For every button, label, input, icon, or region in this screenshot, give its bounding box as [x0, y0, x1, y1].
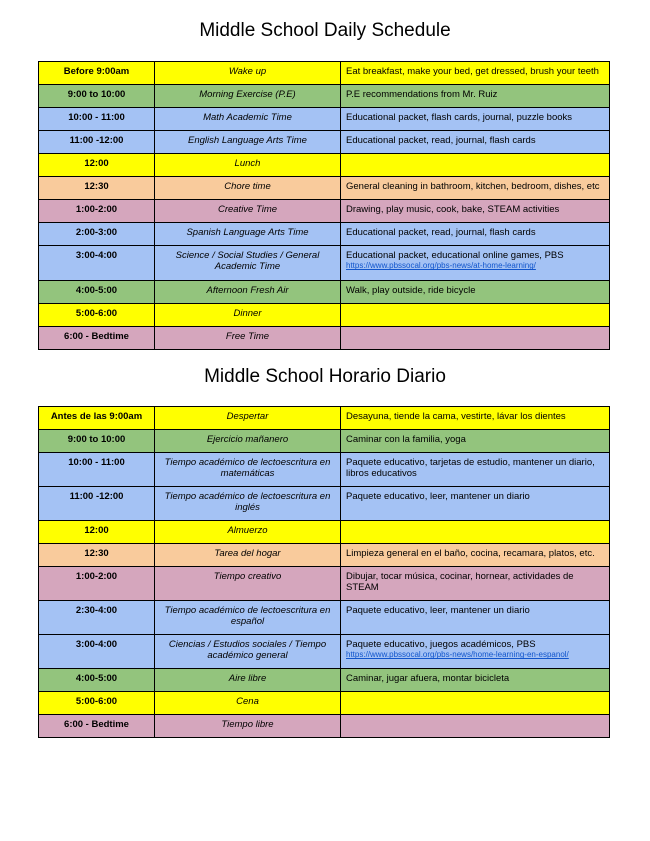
- schedule-table-english: [38, 61, 610, 350]
- time-cell: 12:00: [39, 521, 155, 544]
- description-text: P.E recommendations from Mr. Ruiz: [346, 89, 498, 100]
- time-cell: 10:00 - 11:00: [39, 108, 155, 131]
- schedule-row: [39, 430, 610, 453]
- activity-cell: Morning Exercise (P.E): [155, 85, 341, 108]
- time-cell: 4:00-5:00: [39, 669, 155, 692]
- schedule-row: [39, 281, 610, 304]
- activity-cell: Science / Social Studies / General Academic Time: [155, 246, 341, 281]
- time-cell: 6:00 - Bedtime: [39, 327, 155, 350]
- time-cell: Antes de las 9:00am: [39, 407, 155, 430]
- schedule-table-spanish: [38, 406, 610, 738]
- time-cell: 10:00 - 11:00: [39, 453, 155, 487]
- activity-cell: Wake up: [155, 62, 341, 85]
- description-cell: [341, 223, 610, 246]
- time-cell: 12:30: [39, 544, 155, 567]
- activity-cell: Lunch: [155, 154, 341, 177]
- schedule-row: [39, 304, 610, 327]
- description-cell: [341, 62, 610, 85]
- description-cell: [341, 669, 610, 692]
- schedule-row: [39, 154, 610, 177]
- activity-cell: Cena: [155, 692, 341, 715]
- description-text: Limpieza general en el baño, cocina, recamara, platos, etc.: [346, 548, 595, 559]
- schedule-row: [39, 246, 610, 281]
- time-cell: 5:00-6:00: [39, 692, 155, 715]
- time-cell: 2:30-4:00: [39, 601, 155, 635]
- schedule-row: [39, 223, 610, 246]
- description-text: General cleaning in bathroom, kitchen, bedroom, dishes, etc: [346, 181, 600, 192]
- activity-cell: Tiempo libre: [155, 715, 341, 738]
- description-cell: [341, 327, 610, 350]
- description-cell: [341, 281, 610, 304]
- activity-cell: Almuerzo: [155, 521, 341, 544]
- time-cell: 11:00 -12:00: [39, 487, 155, 521]
- description-text: Desayuna, tiende la cama, vestirte, lávar los dientes: [346, 411, 566, 422]
- time-cell: 3:00-4:00: [39, 246, 155, 281]
- description-text: Educational packet, read, journal, flash cards: [346, 227, 536, 238]
- schedule-row: [39, 108, 610, 131]
- activity-cell: Spanish Language Arts Time: [155, 223, 341, 246]
- schedule-row: [39, 327, 610, 350]
- schedule-row: [39, 567, 610, 601]
- description-cell: [341, 544, 610, 567]
- schedule-row: [39, 601, 610, 635]
- schedule-row: [39, 453, 610, 487]
- description-cell: [341, 453, 610, 487]
- description-text: Walk, play outside, ride bicycle: [346, 285, 476, 296]
- description-text: Eat breakfast, make your bed, get dressed, brush your teeth: [346, 66, 599, 77]
- activity-cell: Tarea del hogar: [155, 544, 341, 567]
- schedule-row: [39, 407, 610, 430]
- description-cell: [341, 246, 610, 281]
- activity-cell: Math Academic Time: [155, 108, 341, 131]
- activity-cell: Chore time: [155, 177, 341, 200]
- description-cell: [341, 567, 610, 601]
- activity-cell: Tiempo académico de lectoescritura en matemáticas: [155, 453, 341, 487]
- description-text: Educational packet, educational online games, PBS: [346, 250, 564, 261]
- description-cell: [341, 200, 610, 223]
- activity-cell: Aire libre: [155, 669, 341, 692]
- time-cell: 6:00 - Bedtime: [39, 715, 155, 738]
- description-cell: [341, 177, 610, 200]
- schedule-row: [39, 669, 610, 692]
- description-cell: [341, 85, 610, 108]
- activity-cell: Tiempo creativo: [155, 567, 341, 601]
- time-cell: 12:30: [39, 177, 155, 200]
- description-cell: [341, 521, 610, 544]
- schedule-row: [39, 62, 610, 85]
- description-text: Paquete educativo, leer, mantener un diario: [346, 491, 530, 502]
- time-cell: 2:00-3:00: [39, 223, 155, 246]
- description-text: Paquete educativo, leer, mantener un diario: [346, 605, 530, 616]
- time-cell: 4:00-5:00: [39, 281, 155, 304]
- description-cell: [341, 635, 610, 669]
- description-cell: [341, 108, 610, 131]
- schedule-title-spanish: Middle School Horario Diario: [204, 366, 446, 387]
- activity-cell: Ciencias / Estudios sociales / Tiempo académico general: [155, 635, 341, 669]
- schedule-row: [39, 487, 610, 521]
- schedule-row: [39, 131, 610, 154]
- activity-cell: Tiempo académico de lectoescritura en español: [155, 601, 341, 635]
- activity-cell: Dinner: [155, 304, 341, 327]
- schedule-title-english: Middle School Daily Schedule: [199, 20, 451, 41]
- schedule-row: [39, 692, 610, 715]
- time-cell: 9:00 to 10:00: [39, 85, 155, 108]
- description-text: Paquete educativo, tarjetas de estudio, mantener un diario, libros educativos: [346, 457, 595, 480]
- activity-cell: Afternoon Fresh Air: [155, 281, 341, 304]
- time-cell: Before 9:00am: [39, 62, 155, 85]
- description-cell: [341, 487, 610, 521]
- time-cell: 3:00-4:00: [39, 635, 155, 669]
- schedule-row: [39, 635, 610, 669]
- description-cell: [341, 407, 610, 430]
- description-text: Caminar con la familia, yoga: [346, 434, 466, 445]
- activity-cell: Tiempo académico de lectoescritura en inglés: [155, 487, 341, 521]
- activity-cell: Free Time: [155, 327, 341, 350]
- description-cell: [341, 304, 610, 327]
- description-cell: [341, 154, 610, 177]
- activity-cell: English Language Arts Time: [155, 131, 341, 154]
- time-cell: 11:00 -12:00: [39, 131, 155, 154]
- description-cell: [341, 692, 610, 715]
- resource-link[interactable]: https://www.pbssocal.org/pbs-news/home-learning-en-espanol/: [346, 650, 569, 660]
- schedule-row: [39, 544, 610, 567]
- schedule-row: [39, 521, 610, 544]
- description-text: Educational packet, flash cards, journal, puzzle books: [346, 112, 573, 123]
- activity-cell: Ejercicio mañanero: [155, 430, 341, 453]
- time-cell: 1:00-2:00: [39, 567, 155, 601]
- description-cell: [341, 601, 610, 635]
- schedule-row: [39, 85, 610, 108]
- resource-link[interactable]: https://www.pbssocal.org/pbs-news/at-home-learning/: [346, 261, 536, 271]
- description-text: Drawing, play music, cook, bake, STEAM activities: [346, 204, 560, 215]
- time-cell: 1:00-2:00: [39, 200, 155, 223]
- activity-cell: Creative Time: [155, 200, 341, 223]
- schedule-row: [39, 177, 610, 200]
- description-cell: [341, 715, 610, 738]
- schedule-row: [39, 715, 610, 738]
- description-text: Paquete educativo, juegos académicos, PBS: [346, 639, 536, 650]
- description-text: Caminar, jugar afuera, montar bicicleta: [346, 673, 510, 684]
- time-cell: 5:00-6:00: [39, 304, 155, 327]
- schedule-row: [39, 200, 610, 223]
- description-cell: [341, 430, 610, 453]
- activity-cell: Despertar: [155, 407, 341, 430]
- description-cell: [341, 131, 610, 154]
- time-cell: 9:00 to 10:00: [39, 430, 155, 453]
- time-cell: 12:00: [39, 154, 155, 177]
- description-text: Educational packet, read, journal, flash cards: [346, 135, 536, 146]
- description-text: Dibujar, tocar música, cocinar, hornear, actividades de STEAM: [346, 571, 574, 594]
